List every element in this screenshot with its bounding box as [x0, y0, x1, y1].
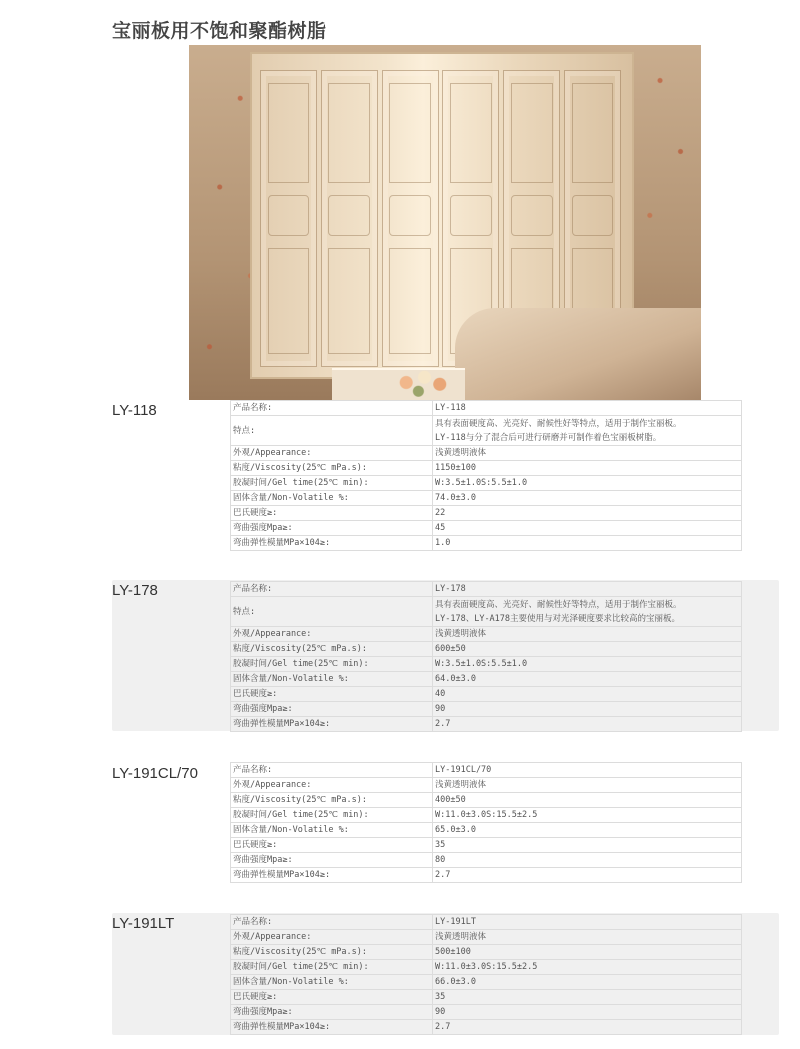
- table-row: [231, 1020, 742, 1035]
- label-flex-strength: 弯曲强度Mpa≥:: [231, 702, 433, 717]
- table-row: [231, 401, 742, 416]
- product-heading: LY-191CL/70: [112, 765, 198, 782]
- value-barcol: 22: [433, 506, 742, 521]
- value-viscosity: 400±50: [433, 793, 742, 808]
- table-row: [231, 793, 742, 808]
- label-gel-time: 胶凝时间/Gel time(25℃ min):: [231, 657, 433, 672]
- label-name: 产品名称:: [231, 401, 433, 416]
- table-row: [231, 476, 742, 491]
- value-non-volatile: 65.0±3.0: [433, 823, 742, 838]
- label-appearance: 外观/Appearance:: [231, 627, 433, 642]
- value-appearance: 浅黄透明液体: [433, 446, 742, 461]
- label-name: 产品名称:: [231, 763, 433, 778]
- product-heading: LY-118: [112, 402, 157, 419]
- value-features: 具有表面硬度高、光亮好、耐候性好等特点，适用于制作宝丽板。 LY-118与分了混合后可进行研磨并可制作着色宝丽板树脂。: [433, 416, 742, 446]
- value-name: LY-178: [433, 582, 742, 597]
- photo-flowers: [394, 365, 455, 401]
- label-gel-time: 胶凝时间/Gel time(25℃ min):: [231, 808, 433, 823]
- label-viscosity: 粘度/Viscosity(25℃ mPa.s):: [231, 793, 433, 808]
- label-appearance: 外观/Appearance:: [231, 778, 433, 793]
- label-barcol: 巴氏硬度≥:: [231, 990, 433, 1005]
- photo-bed: [455, 308, 701, 400]
- value-flex-modulus: 2.7: [433, 868, 742, 883]
- value-name: LY-118: [433, 401, 742, 416]
- value-viscosity: 500±100: [433, 945, 742, 960]
- product-block-ly-191cl-70: [112, 762, 779, 884]
- value-flex-modulus: 2.7: [433, 1020, 742, 1035]
- spec-table: [230, 762, 742, 883]
- value-viscosity: 1150±100: [433, 461, 742, 476]
- value-gel-time: W:3.5±1.0S:5.5±1.0: [433, 476, 742, 491]
- value-flex-strength: 45: [433, 521, 742, 536]
- value-gel-time: W:3.5±1.0S:5.5±1.0: [433, 657, 742, 672]
- label-barcol: 巴氏硬度≥:: [231, 506, 433, 521]
- product-heading: LY-191LT: [112, 915, 175, 932]
- spec-table: [230, 581, 742, 732]
- label-flex-modulus: 弯曲弹性模量MPa×104≥:: [231, 717, 433, 732]
- product-photo: [189, 45, 701, 400]
- value-flex-modulus: 2.7: [433, 717, 742, 732]
- label-viscosity: 粘度/Viscosity(25℃ mPa.s):: [231, 461, 433, 476]
- value-flex-strength: 90: [433, 1005, 742, 1020]
- table-row: [231, 823, 742, 838]
- table-row: [231, 506, 742, 521]
- table-row: [231, 491, 742, 506]
- table-row: [231, 945, 742, 960]
- label-non-volatile: 固体含量/Non-Volatile %:: [231, 975, 433, 990]
- table-row: [231, 461, 742, 476]
- value-flex-strength: 90: [433, 702, 742, 717]
- product-block-ly-178: [112, 580, 779, 731]
- label-flex-strength: 弯曲强度Mpa≥:: [231, 853, 433, 868]
- label-non-volatile: 固体含量/Non-Volatile %:: [231, 491, 433, 506]
- table-row: [231, 416, 742, 446]
- product-heading: LY-178: [112, 582, 158, 599]
- label-appearance: 外观/Appearance:: [231, 446, 433, 461]
- spec-table: [230, 400, 742, 551]
- table-row: [231, 808, 742, 823]
- label-flex-modulus: 弯曲弹性模量MPa×104≥:: [231, 868, 433, 883]
- table-row: [231, 853, 742, 868]
- table-row: [231, 521, 742, 536]
- table-row: [231, 672, 742, 687]
- table-row: [231, 582, 742, 597]
- label-name: 产品名称:: [231, 915, 433, 930]
- table-row: [231, 597, 742, 627]
- label-flex-modulus: 弯曲弹性模量MPa×104≥:: [231, 536, 433, 551]
- value-non-volatile: 74.0±3.0: [433, 491, 742, 506]
- table-row: [231, 702, 742, 717]
- value-non-volatile: 66.0±3.0: [433, 975, 742, 990]
- value-barcol: 35: [433, 838, 742, 853]
- label-flex-strength: 弯曲强度Mpa≥:: [231, 1005, 433, 1020]
- value-gel-time: W:11.0±3.0S:15.5±2.5: [433, 808, 742, 823]
- label-features: 特点:: [231, 416, 433, 446]
- table-row: [231, 778, 742, 793]
- product-block-ly-118: [112, 400, 779, 550]
- spec-table: [230, 914, 742, 1035]
- table-row: [231, 536, 742, 551]
- table-row: [231, 915, 742, 930]
- value-barcol: 40: [433, 687, 742, 702]
- label-gel-time: 胶凝时间/Gel time(25℃ min):: [231, 960, 433, 975]
- page-title: 宝丽板用不饱和聚酯树脂: [112, 20, 327, 42]
- label-barcol: 巴氏硬度≥:: [231, 838, 433, 853]
- table-row: [231, 838, 742, 853]
- table-row: [231, 960, 742, 975]
- table-row: [231, 687, 742, 702]
- value-name: LY-191LT: [433, 915, 742, 930]
- value-non-volatile: 64.0±3.0: [433, 672, 742, 687]
- label-viscosity: 粘度/Viscosity(25℃ mPa.s):: [231, 642, 433, 657]
- value-appearance: 浅黄透明液体: [433, 627, 742, 642]
- label-barcol: 巴氏硬度≥:: [231, 687, 433, 702]
- table-row: [231, 990, 742, 1005]
- value-barcol: 35: [433, 990, 742, 1005]
- table-row: [231, 627, 742, 642]
- label-non-volatile: 固体含量/Non-Volatile %:: [231, 672, 433, 687]
- value-flex-strength: 80: [433, 853, 742, 868]
- table-row: [231, 975, 742, 990]
- value-gel-time: W:11.0±3.0S:15.5±2.5: [433, 960, 742, 975]
- value-features: 具有表面硬度高、光亮好、耐候性好等特点，适用于制作宝丽板。 LY-178、LY-A178主要使用与对光泽硬度要求比较高的宝丽板。: [433, 597, 742, 627]
- value-appearance: 浅黄透明液体: [433, 930, 742, 945]
- label-flex-modulus: 弯曲弹性模量MPa×104≥:: [231, 1020, 433, 1035]
- label-name: 产品名称:: [231, 582, 433, 597]
- label-gel-time: 胶凝时间/Gel time(25℃ min):: [231, 476, 433, 491]
- table-row: [231, 868, 742, 883]
- table-row: [231, 763, 742, 778]
- label-viscosity: 粘度/Viscosity(25℃ mPa.s):: [231, 945, 433, 960]
- table-row: [231, 930, 742, 945]
- table-row: [231, 1005, 742, 1020]
- table-row: [231, 446, 742, 461]
- table-row: [231, 642, 742, 657]
- value-flex-modulus: 1.0: [433, 536, 742, 551]
- product-block-ly-191lt: [112, 913, 779, 1035]
- value-name: LY-191CL/70: [433, 763, 742, 778]
- label-non-volatile: 固体含量/Non-Volatile %:: [231, 823, 433, 838]
- table-row: [231, 657, 742, 672]
- value-appearance: 浅黄透明液体: [433, 778, 742, 793]
- value-viscosity: 600±50: [433, 642, 742, 657]
- label-features: 特点:: [231, 597, 433, 627]
- label-appearance: 外观/Appearance:: [231, 930, 433, 945]
- label-flex-strength: 弯曲强度Mpa≥:: [231, 521, 433, 536]
- table-row: [231, 717, 742, 732]
